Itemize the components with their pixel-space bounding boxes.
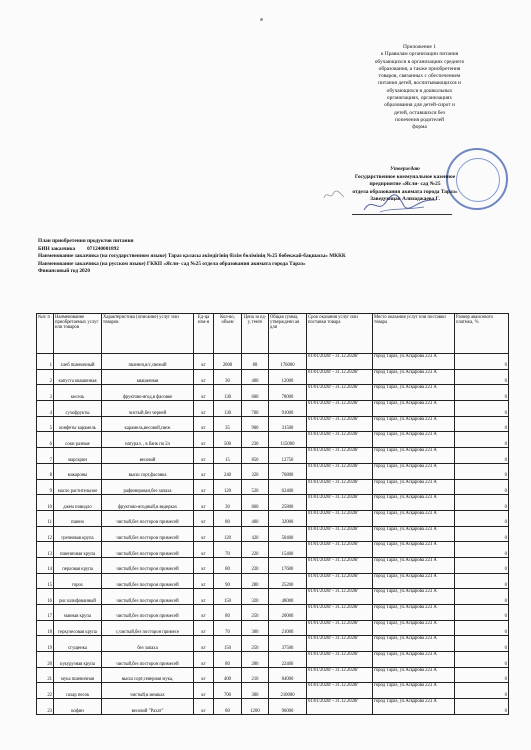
cell-sum: 176000 — [269, 354, 307, 370]
cell-price: 420 — [242, 526, 269, 542]
cell-n: 3 — [37, 385, 54, 401]
cell-period: 01/01/2020г - 31.12.2020г — [307, 354, 373, 370]
cell-period: 01/01/2020г - 31.12.2020г — [307, 401, 373, 417]
cell-name: джем повидло — [54, 495, 102, 511]
cell-n: 10 — [37, 495, 54, 511]
cell-name: кукурузная крупа — [54, 652, 102, 668]
cell-qty: 500 — [214, 432, 242, 448]
cell-adv: 0 — [455, 542, 509, 558]
customer-kz-line — [38, 253, 346, 261]
cell-desc: чистый,без посторон примесей — [102, 573, 194, 589]
cell-name: мука пшеничная — [54, 667, 102, 683]
customer-ru-label: Наименование заказчика (на русском языке) — [38, 260, 146, 267]
cell-period: 01/01/2020г - 31.12.2020г — [307, 526, 373, 542]
cell-unit: кг — [194, 620, 214, 636]
cell-sum: 62400 — [269, 479, 307, 495]
cell-n: 15 — [37, 573, 54, 589]
cell-period: 01/01/2020г - 31.12.2020г — [307, 463, 373, 479]
appendix-line: к Правилам организации питания — [380, 51, 459, 58]
cell-name: гречневая крупа — [54, 526, 102, 542]
cell-desc: чистый,без черней — [102, 401, 194, 417]
table-header-row — [37, 314, 509, 354]
cell-price: 900 — [242, 416, 269, 432]
cell-adv: 0 — [455, 683, 509, 699]
cell-sum: 50400 — [269, 526, 307, 542]
cell-name: горох — [54, 573, 102, 589]
cell-price: 850 — [242, 448, 269, 464]
cell-desc: натурал. , в банк по 2л — [102, 432, 194, 448]
appendix-line: питания детей, воспитывающихся и — [378, 80, 461, 87]
cell-name: геркулесовая крупа — [54, 620, 102, 636]
table-row — [37, 385, 509, 401]
cell-n: 7 — [37, 448, 54, 464]
cell-unit: кг — [194, 573, 214, 589]
cell-qty: 15 — [214, 448, 242, 464]
cell-qty: 120 — [214, 526, 242, 542]
cell-desc: высш сорт,фасовка — [102, 463, 194, 479]
table-row — [37, 369, 509, 385]
approval-line: Государственное коммунальное казенное — [354, 173, 456, 180]
cell-sum: 96000 — [269, 699, 307, 715]
customer-kz-label: Наименование заказчика (на государственном языке) — [38, 253, 167, 260]
cell-qty: 80 — [214, 699, 242, 715]
table-row — [37, 667, 509, 683]
cell-place: город Тараз, ул.Асқарова 223 А — [373, 385, 455, 401]
cell-adv: 0 — [455, 636, 509, 652]
cell-name: кофин — [54, 699, 102, 715]
cell-desc: квашенная — [102, 369, 194, 385]
cell-adv: 0 — [455, 667, 509, 683]
cell-n: 13 — [37, 542, 54, 558]
approval-word: Утверждаю — [390, 166, 420, 172]
cell-price: 320 — [242, 463, 269, 479]
cell-sum: 12000 — [269, 369, 307, 385]
cell-sum: 76800 — [269, 463, 307, 479]
cell-qty: 2000 — [214, 354, 242, 370]
cell-unit: кг — [194, 510, 214, 526]
cell-place: город Тараз, ул.Асқарова 223 А — [373, 667, 455, 683]
cell-adv: 0 — [455, 699, 509, 715]
cell-desc: карамель,весовой,свеж — [102, 416, 194, 432]
cell-sum: 25800 — [269, 495, 307, 511]
cell-period: 01/01/2020г - 31.12.2020г — [307, 699, 373, 715]
cell-unit: кг — [194, 448, 214, 464]
table-row — [37, 416, 509, 432]
cell-n: 8 — [37, 463, 54, 479]
cell-qty: 150 — [214, 636, 242, 652]
cell-price: 300 — [242, 683, 269, 699]
customer-ru-value: ГККП «Ясли- сад №25 отдела образования акимата города Тараз» — [146, 260, 306, 267]
cell-unit: кг — [194, 495, 214, 511]
table-row — [37, 463, 509, 479]
cell-sum: 84000 — [269, 667, 307, 683]
column-header: Ед-ца изм-я — [194, 314, 214, 354]
table-row — [37, 620, 509, 636]
cell-place: город Тараз, ул.Асқарова 223 А — [373, 636, 455, 652]
cell-name: перловая крупа — [54, 557, 102, 573]
cell-desc: чистый,в мешках — [102, 683, 194, 699]
signature-line — [352, 214, 452, 215]
cell-unit: кг — [194, 526, 214, 542]
cell-place: город Тараз, ул.Асқарова 223 А — [373, 495, 455, 511]
year-label: Финансовый год — [38, 268, 79, 275]
cell-period: 01/01/2020г - 31.12.2020г — [307, 652, 373, 668]
cell-place: город Тараз, ул.Асқарова 223 А — [373, 605, 455, 621]
cell-period: 01/01/2020г - 31.12.2020г — [307, 589, 373, 605]
cell-adv: 0 — [455, 479, 509, 495]
column-header: №п/ п — [37, 314, 54, 354]
approval-line: Заведующая Алиходжаева Г. — [370, 196, 440, 203]
cell-sum: 22400 — [269, 652, 307, 668]
column-header: Общая сумма, утвержденн ая для — [269, 314, 307, 354]
cell-place: город Тараз, ул.Асқарова 223 А — [373, 620, 455, 636]
cell-sum: 78000 — [269, 385, 307, 401]
cell-unit: кг — [194, 605, 214, 621]
cell-place: город Тараз, ул.Асқарова 223 А — [373, 557, 455, 573]
cell-place: город Тараз, ул.Асқарова 223 А — [373, 652, 455, 668]
table-row — [37, 699, 509, 715]
cell-qty: 30 — [214, 369, 242, 385]
cell-period: 01/01/2020г - 31.12.2020г — [307, 605, 373, 621]
cell-sum: 17600 — [269, 557, 307, 573]
procurement-table — [36, 313, 509, 715]
cell-period: 01/01/2020г - 31.12.2020г — [307, 416, 373, 432]
cell-name: масло растительное — [54, 479, 102, 495]
cell-price: 400 — [242, 369, 269, 385]
cell-n: 16 — [37, 589, 54, 605]
table-row — [37, 605, 509, 621]
customer-kz-value: Тараз қаласы әкімдігінің білім бөлімінің №25 бөбекжай-бақшасы» МККК — [167, 253, 346, 260]
cell-sum: 48000 — [269, 589, 307, 605]
cell-period: 01/01/2020г - 31.12.2020г — [307, 385, 373, 401]
cell-price: 250 — [242, 605, 269, 621]
cell-unit: кг — [194, 667, 214, 683]
cell-n: 9 — [37, 479, 54, 495]
cell-adv: 0 — [455, 385, 509, 401]
cell-place: город Тараз, ул.Асқарова 223 А — [373, 416, 455, 432]
cell-qty: 240 — [214, 463, 242, 479]
cell-price: 520 — [242, 479, 269, 495]
cell-sum: 21000 — [269, 620, 307, 636]
cell-adv: 0 — [455, 463, 509, 479]
cell-qty: 70 — [214, 620, 242, 636]
appendix-line: форма — [412, 124, 427, 131]
cell-unit: кг — [194, 416, 214, 432]
cell-place: город Тараз, ул.Асқарова 223 А — [373, 526, 455, 542]
cell-desc: без запаха — [102, 636, 194, 652]
cell-sum: 25200 — [269, 573, 307, 589]
cell-period: 01/01/2020г - 31.12.2020г — [307, 510, 373, 526]
approval-line: отдела образования акимата города Тараз» — [352, 188, 458, 195]
cell-price: 210 — [242, 667, 269, 683]
cell-place: город Тараз, ул.Асқарова 223 А — [373, 683, 455, 699]
cell-desc: рафинирован,без запаха — [102, 479, 194, 495]
cell-unit: кг — [194, 463, 214, 479]
cell-unit: кг — [194, 542, 214, 558]
cell-qty: 90 — [214, 573, 242, 589]
table-row — [37, 542, 509, 558]
cell-place: город Тараз, ул.Асқарова 223 А — [373, 448, 455, 464]
cell-name: рис шлифованный — [54, 589, 102, 605]
cell-period: 01/01/2020г - 31.12.2020г — [307, 667, 373, 683]
cell-n: 14 — [37, 557, 54, 573]
cell-place: город Тараз, ул.Асқарова 223 А — [373, 573, 455, 589]
appendix-line: образования, а также приобретения — [378, 65, 461, 72]
cell-qty: 70 — [214, 542, 242, 558]
cell-desc: весовой — [102, 448, 194, 464]
table-row — [37, 683, 509, 699]
cell-sum: 91000 — [269, 401, 307, 417]
bin-value: 071240001892 — [87, 245, 119, 252]
cell-qty: 700 — [214, 683, 242, 699]
cell-adv: 0 — [455, 510, 509, 526]
cell-name: сухофрукты — [54, 401, 102, 417]
cell-qty: 120 — [214, 479, 242, 495]
cell-n: 20 — [37, 652, 54, 668]
cell-adv: 0 — [455, 401, 509, 417]
cell-sum: 31500 — [269, 416, 307, 432]
cell-desc: чистый,без посторон примесей — [102, 652, 194, 668]
cell-unit: кг — [194, 636, 214, 652]
cell-name: манная крупа — [54, 605, 102, 621]
cell-place: город Тараз, ул.Асқарова 223 А — [373, 354, 455, 370]
cell-n: 1 — [37, 354, 54, 370]
cell-n: 18 — [37, 620, 54, 636]
cell-adv: 0 — [455, 354, 509, 370]
cell-name: конфеты карамель — [54, 416, 102, 432]
cell-desc: чистый,без посторон примесей — [102, 605, 194, 621]
appendix-line: Приложение 1 — [403, 44, 436, 50]
table-row — [37, 401, 509, 417]
cell-adv: 0 — [455, 369, 509, 385]
cell-sum: 115000 — [269, 432, 307, 448]
cell-name: макароны — [54, 463, 102, 479]
cell-adv: 0 — [455, 526, 509, 542]
cell-desc: с,чистый,без посторон примесе — [102, 620, 194, 636]
cell-place: город Тараз, ул.Асқарова 223 А — [373, 479, 455, 495]
cell-adv: 0 — [455, 432, 509, 448]
cell-adv: 0 — [455, 416, 509, 432]
cell-sum: 12750 — [269, 448, 307, 464]
cell-desc: фруктово-ягодный,в ведерках — [102, 495, 194, 511]
cell-price: 250 — [242, 636, 269, 652]
cell-unit: кг — [194, 354, 214, 370]
column-header: Срок оказания услуг или поставки товара — [307, 314, 373, 354]
cell-unit: кг — [194, 385, 214, 401]
appendix-line: организациях, организациях — [386, 95, 453, 102]
column-header: Наименование приобретаемых услуг или товаров — [54, 314, 102, 354]
cell-desc: высш сорт,северная мука, — [102, 667, 194, 683]
cell-desc: чистый,без посторон примесей — [102, 526, 194, 542]
plan-header — [38, 238, 346, 276]
cell-qty: 80 — [214, 510, 242, 526]
cell-period: 01/01/2020г - 31.12.2020г — [307, 636, 373, 652]
cell-desc: чистый,без посторон примесей — [102, 510, 194, 526]
cell-price: 1200 — [242, 699, 269, 715]
cell-qty: 130 — [214, 401, 242, 417]
cell-place: город Тараз, ул.Асқарова 223 А — [373, 463, 455, 479]
column-header: Кол-во, объем — [214, 314, 242, 354]
table-row — [37, 479, 509, 495]
appendix-line: попечения родителей — [394, 116, 444, 123]
cell-qty: 400 — [214, 667, 242, 683]
cell-qty: 80 — [214, 605, 242, 621]
cell-period: 01/01/2020г - 31.12.2020г — [307, 683, 373, 699]
cell-price: 280 — [242, 573, 269, 589]
cell-qty: 80 — [214, 652, 242, 668]
cell-unit: кг — [194, 432, 214, 448]
cell-name: пшеничная крупа — [54, 542, 102, 558]
cell-price: 230 — [242, 432, 269, 448]
cell-period: 01/01/2020г - 31.12.2020г — [307, 620, 373, 636]
cell-qty: 30 — [214, 495, 242, 511]
cell-sum: 15400 — [269, 542, 307, 558]
cell-period: 01/01/2020г - 31.12.2020г — [307, 542, 373, 558]
table-row — [37, 652, 509, 668]
column-header: Характеристика (описание) услуг или товаров — [102, 314, 194, 354]
appendix-line: образования для детей-сирот и — [384, 102, 455, 109]
appendix-line: детей, оставшихся без — [393, 109, 446, 116]
bin-label: БИН заказчика — [38, 245, 76, 252]
cell-n: 22 — [37, 683, 54, 699]
cell-unit: кг — [194, 557, 214, 573]
cell-desc: фруктово-ягод,в фасовке — [102, 385, 194, 401]
appendix-line: обучающихся в организациях среднего — [374, 58, 465, 65]
cell-adv: 0 — [455, 557, 509, 573]
cell-n: 11 — [37, 510, 54, 526]
cell-n: 17 — [37, 605, 54, 621]
cell-n: 2 — [37, 369, 54, 385]
cell-unit: кг — [194, 401, 214, 417]
cell-name: пшено — [54, 510, 102, 526]
financial-year-line — [38, 268, 346, 276]
table-row — [37, 432, 509, 448]
cell-price: 600 — [242, 385, 269, 401]
cell-price: 700 — [242, 401, 269, 417]
cell-n: 4 — [37, 401, 54, 417]
table-row — [37, 526, 509, 542]
cell-period: 01/01/2020г - 31.12.2020г — [307, 495, 373, 511]
cell-unit: кг — [194, 652, 214, 668]
cell-price: 300 — [242, 620, 269, 636]
cell-period: 01/01/2020г - 31.12.2020г — [307, 479, 373, 495]
cell-unit: кг — [194, 479, 214, 495]
cell-name: капуста квашенная — [54, 369, 102, 385]
table-row — [37, 589, 509, 605]
appendix-line: обучающихся в дошкольных — [386, 87, 453, 94]
cell-place: город Тараз, ул.Асқарова 223 А — [373, 589, 455, 605]
cell-period: 01/01/2020г - 31.12.2020г — [307, 573, 373, 589]
cell-qty: 80 — [214, 557, 242, 573]
scan-dot — [260, 18, 263, 21]
cell-adv: 0 — [455, 605, 509, 621]
column-header: Цена за ед-у, тенге — [242, 314, 269, 354]
cell-period: 01/01/2020г - 31.12.2020г — [307, 369, 373, 385]
cell-adv: 0 — [455, 448, 509, 464]
cell-adv: 0 — [455, 652, 509, 668]
cell-name: сгущенка — [54, 636, 102, 652]
cell-qty: 130 — [214, 385, 242, 401]
cell-n: 19 — [37, 636, 54, 652]
cell-price: 220 — [242, 542, 269, 558]
table-body — [37, 354, 509, 715]
table-row — [37, 354, 509, 370]
cell-n: 6 — [37, 432, 54, 448]
appendix-line: товаров, связанных с обеспечением — [378, 73, 461, 80]
cell-period: 01/01/2020г - 31.12.2020г — [307, 557, 373, 573]
cell-qty: 150 — [214, 589, 242, 605]
cell-qty: 35 — [214, 416, 242, 432]
cell-adv: 0 — [455, 620, 509, 636]
cell-place: город Тараз, ул.Асқарова 223 А — [373, 510, 455, 526]
cell-sum: 20000 — [269, 605, 307, 621]
cell-desc: чистый,без посторон примесей — [102, 542, 194, 558]
cell-place: город Тараз, ул.Асқарова 223 А — [373, 699, 455, 715]
cell-n: 21 — [37, 667, 54, 683]
cell-place: город Тараз, ул.Асқарова 223 А — [373, 401, 455, 417]
table-row — [37, 495, 509, 511]
column-header: Место оказания услуг или поставки товара — [373, 314, 455, 354]
cell-price: 860 — [242, 495, 269, 511]
table-row — [37, 557, 509, 573]
cell-n: 5 — [37, 416, 54, 432]
year-value: 2020 — [79, 268, 90, 275]
cell-desc: чистый,без посторон примесей — [102, 589, 194, 605]
table-row — [37, 448, 509, 464]
cell-place: город Тараз, ул.Асқарова 223 А — [373, 542, 455, 558]
approval-line: предприятие «Ясли- сад №25 — [369, 181, 441, 188]
cell-desc: пшенич,в/с,свежий — [102, 354, 194, 370]
cell-period: 01/01/2020г - 31.12.2020г — [307, 432, 373, 448]
cell-sum: 32000 — [269, 510, 307, 526]
cell-n: 23 — [37, 699, 54, 715]
column-header: Размер авансового платежа, % — [455, 314, 509, 354]
cell-unit: кг — [194, 589, 214, 605]
appendix-block — [332, 44, 507, 132]
cell-name: хлеб пшеничный — [54, 354, 102, 370]
cell-name: сахар песок — [54, 683, 102, 699]
cell-sum: 37500 — [269, 636, 307, 652]
cell-desc: весовой "Рахат" — [102, 699, 194, 715]
cell-name: кисель — [54, 385, 102, 401]
table-row — [37, 636, 509, 652]
table-row — [37, 510, 509, 526]
plan-title: План приобретения продуктов питания — [38, 238, 134, 244]
cell-place: город Тараз, ул.Асқарова 223 А — [373, 369, 455, 385]
cell-name: соки разные — [54, 432, 102, 448]
cell-place: город Тараз, ул.Асқарова 223 А — [373, 432, 455, 448]
cell-price: 320 — [242, 589, 269, 605]
cell-name: маргарин — [54, 448, 102, 464]
cell-unit: кг — [194, 369, 214, 385]
cell-unit: кг — [194, 699, 214, 715]
cell-price: 220 — [242, 557, 269, 573]
cell-price: 88 — [242, 354, 269, 370]
cell-price: 400 — [242, 510, 269, 526]
table-row — [37, 573, 509, 589]
cell-desc: чистый,без посторон примесей — [102, 557, 194, 573]
cell-price: 280 — [242, 652, 269, 668]
cell-period: 01/01/2020г - 31.12.2020г — [307, 448, 373, 464]
cell-sum: 210000 — [269, 683, 307, 699]
cell-adv: 0 — [455, 589, 509, 605]
cell-n: 12 — [37, 526, 54, 542]
cell-adv: 0 — [455, 495, 509, 511]
cell-unit: кг — [194, 683, 214, 699]
cell-adv: 0 — [455, 573, 509, 589]
